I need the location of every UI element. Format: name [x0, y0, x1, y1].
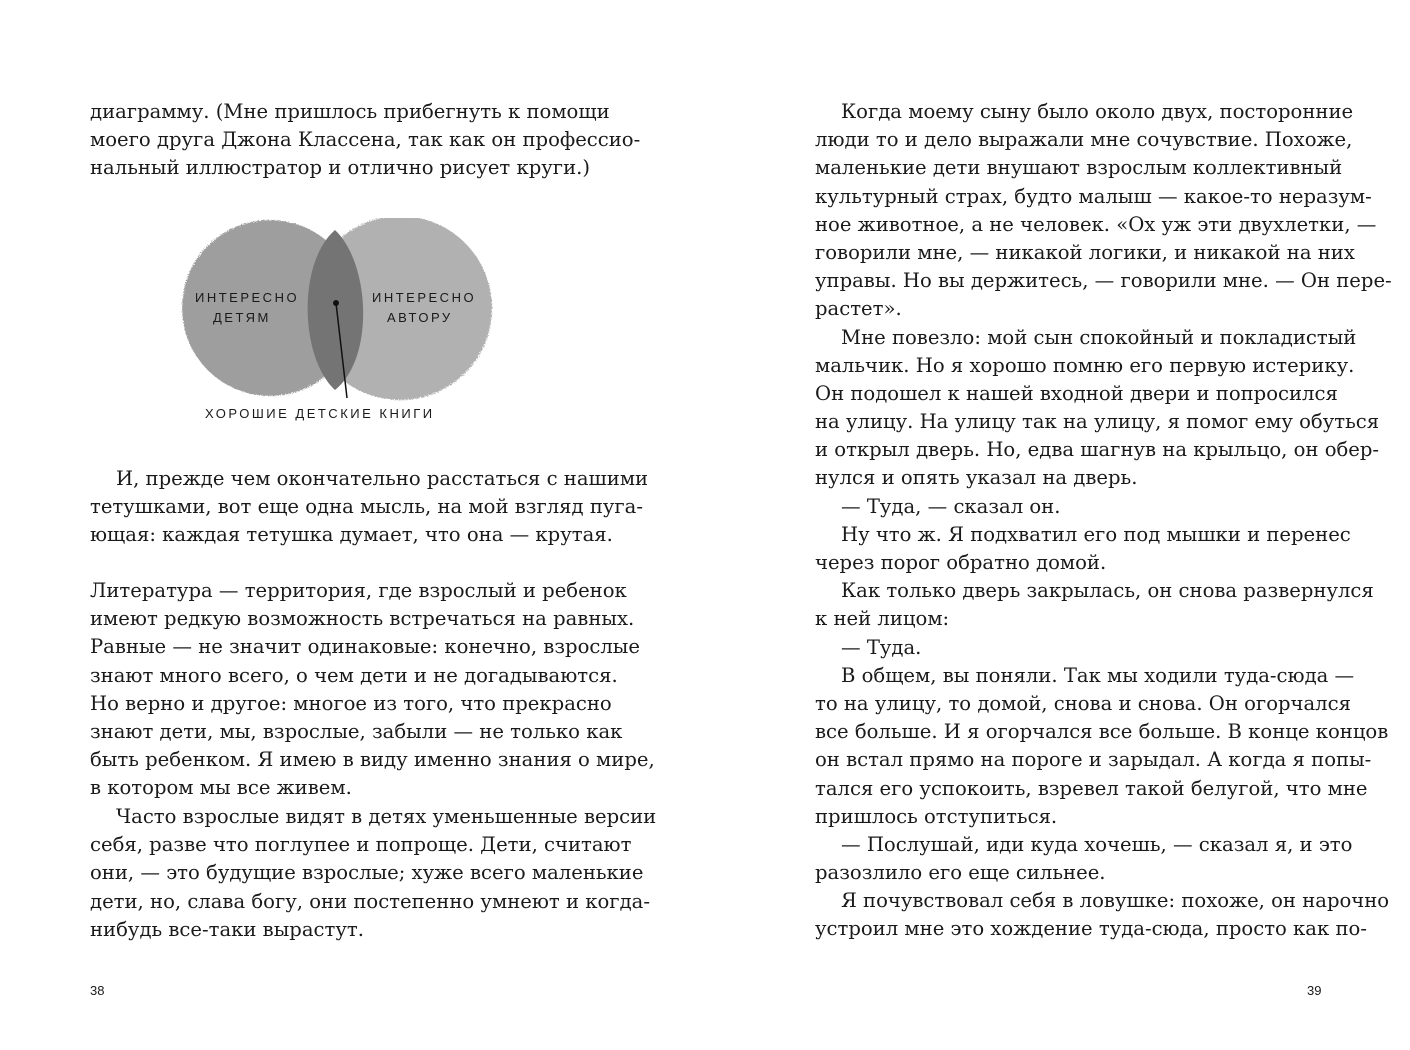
intro-paragraph	[90, 98, 641, 183]
label-left-1: ИНТЕРЕСНО	[195, 290, 300, 305]
text-line: маленькие дети внушают взрослым коллективный	[815, 156, 1343, 180]
paragraph	[815, 662, 1389, 831]
text-line: нибудь все-таки вырастут.	[90, 917, 364, 941]
text-line: Мне повезло: мой сын спокойный и покладистый	[841, 325, 1357, 349]
text-line: разозлило его еще сильнее.	[815, 861, 1106, 885]
text-line: нулся и опять указал на дверь.	[815, 466, 1138, 490]
paragraph-aunts	[90, 465, 649, 550]
text-line: диаграмму. (Мне пришлось прибегнуть к помощи	[90, 100, 610, 123]
text-line: Ну что ж. Я подхватил его под мышки и перенес	[841, 522, 1351, 546]
text-line: Как только дверь закрылась, он снова развернулся	[841, 579, 1374, 603]
text-line: — Туда, — сказал он.	[841, 494, 1061, 518]
text-line: дети, но, слава богу, они постепенно умнеют и когда-	[90, 889, 650, 913]
label-right-2: АВТОРУ	[387, 310, 453, 325]
right-page	[705, 0, 1410, 1050]
paragraph	[815, 521, 1351, 577]
text-line: он встал прямо на пороге и зарыдал. А когда я попы-	[815, 748, 1372, 772]
text-line: к ней лицом:	[815, 607, 950, 631]
text-line: мальчик. Но я хорошо помню его первую истерику.	[815, 353, 1355, 377]
label-left-2: ДЕТЯМ	[213, 310, 271, 325]
text-line: И, прежде чем окончательно расстаться с нашими	[116, 467, 649, 490]
text-line: Часто взрослые видят в детях уменьшенные версии	[116, 805, 657, 828]
label-right-1: ИНТЕРЕСНО	[372, 290, 477, 305]
text-line: Но верно и другое: многое из того, что прекрасно	[90, 691, 612, 715]
text-line: на улицу. На улицу так на улицу, я помог ему обуться	[815, 410, 1380, 434]
text-line: моего друга Джона Классена, так как он профессио-	[90, 128, 641, 152]
text-line: знают много всего, о чем дети и не догадываются.	[90, 663, 618, 687]
text-line: Он подошел к нашей входной двери и попросился	[815, 381, 1338, 405]
text-line: управы. Но вы держитесь, — говорили мне. — Он пере-	[815, 269, 1392, 293]
paragraph	[815, 634, 1325, 662]
paragraph-literature	[90, 577, 655, 803]
paragraph	[815, 831, 1353, 887]
text-line: тетушками, вот еще одна мысль, на мой взгляд пуга-	[90, 495, 643, 519]
text-line: В общем, вы поняли. Так мы ходили туда-сюда —	[841, 663, 1355, 687]
page-number-left: 38	[90, 983, 105, 998]
paragraph	[815, 98, 1392, 324]
text-line: все больше. И я огорчался все больше. В конце концов	[815, 720, 1389, 744]
text-line: Я почувствовал себя в ловушке: похоже, он нарочно	[841, 889, 1390, 913]
paragraph	[815, 493, 1325, 521]
venn-diagram	[175, 218, 500, 428]
text-line: быть ребенком. Я имею в виду именно знания о мире,	[90, 748, 655, 772]
text-line: нальный иллюстратор и отлично рисует круги.)	[90, 156, 591, 180]
text-line: — Послушай, иди куда хочешь, — сказал я, и это	[841, 832, 1353, 856]
text-line: тался его успокоить, взревел такой белугой, что мне	[815, 776, 1368, 800]
text-line: культурный страх, будто малыш — какое-то неразум-	[815, 184, 1372, 208]
text-line: Равные — не значит одинаковые: конечно, взрослые	[90, 635, 640, 659]
text-line: через порог обратно домой.	[815, 551, 1107, 574]
paragraph	[815, 324, 1380, 493]
paragraph	[815, 887, 1390, 943]
text-line: пришлось отступиться.	[815, 804, 1058, 828]
text-line: знают дети, мы, взрослые, забыли — не только как	[90, 719, 623, 743]
paragraph	[815, 577, 1374, 633]
text-line: и открыл дверь. Но, едва шагнув на крыльцо, он обер-	[815, 438, 1380, 462]
text-line: они, — это будущие взрослые; хуже всего маленькие	[90, 861, 644, 885]
text-line: говорили мне, — никакой логики, и никакой на них	[815, 240, 1355, 264]
text-line: ющая: каждая тетушка думает, что она — крутая.	[90, 523, 613, 547]
page-number-right: 39	[1307, 983, 1322, 998]
text-line: ное животное, а не человек. «Ох уж эти двухлетки, —	[815, 212, 1377, 236]
right-text-column	[815, 98, 1392, 944]
text-line: растет».	[815, 297, 902, 321]
label-bottom: ХОРОШИЕ ДЕТСКИЕ КНИГИ	[205, 406, 435, 421]
text-line: в котором мы все живем.	[90, 776, 352, 800]
text-line: Литература — территория, где взрослый и ребенок	[90, 579, 627, 602]
text-line: — Туда.	[841, 635, 922, 659]
text-line: Когда моему сыну было около двух, посторонние	[841, 100, 1354, 123]
text-line: устроил мне это хождение туда-сюда, просто как по-	[815, 917, 1367, 941]
text-line: имеют редкую возможность встречаться на равных.	[90, 607, 635, 631]
paragraph-adults	[90, 803, 657, 944]
text-line: люди то и дело выражали мне сочувствие. Похоже,	[815, 128, 1353, 152]
text-line: себя, разве что поглупее и попроще. Дети, считают	[90, 833, 632, 857]
text-line: то на улицу, то домой, снова и снова. Он огорчался	[815, 691, 1351, 715]
